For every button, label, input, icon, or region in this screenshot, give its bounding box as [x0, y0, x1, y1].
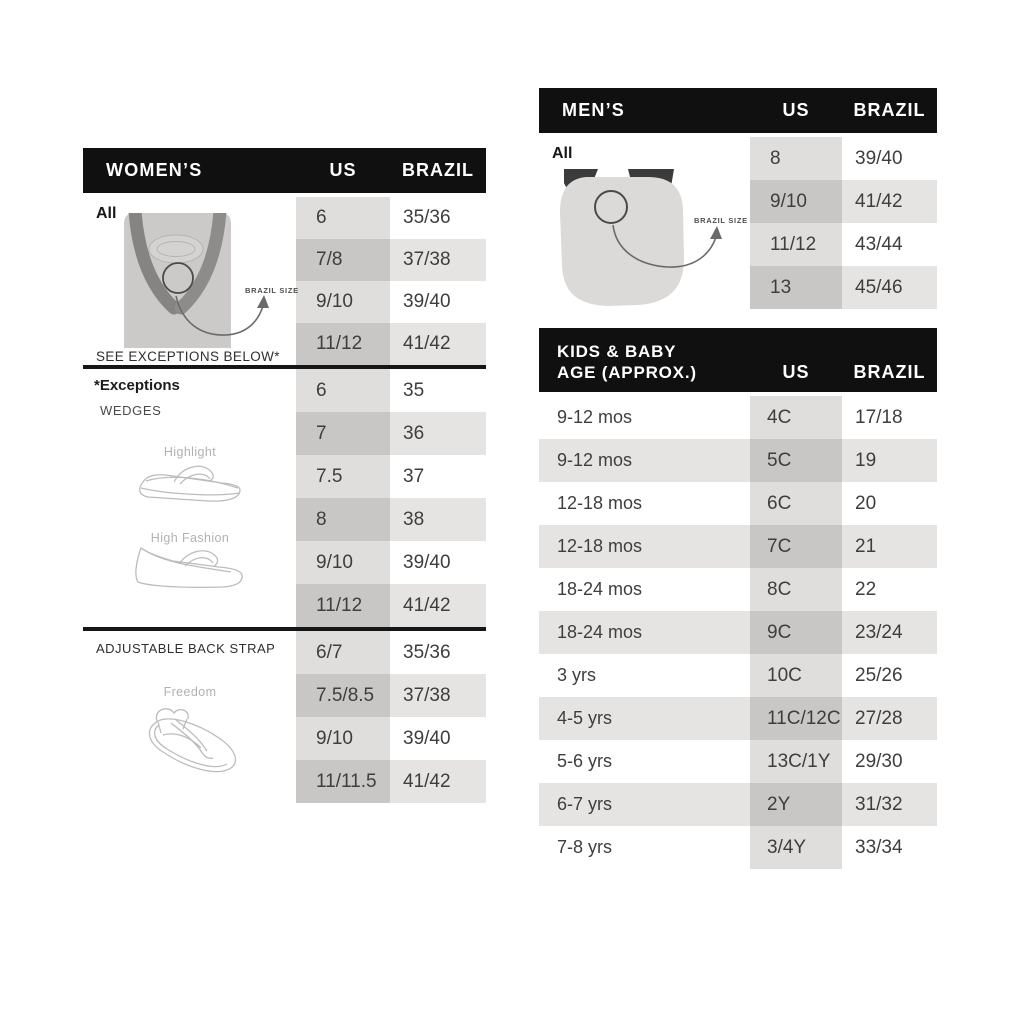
womens-exceptions-section [83, 369, 486, 627]
mens-all-side [539, 137, 750, 309]
table-row [296, 541, 486, 584]
table-row [750, 137, 937, 180]
mens-table-header [539, 88, 937, 133]
us-size-cell: 5C [750, 439, 842, 482]
kids-brazil-column-header: BRAZIL [853, 362, 926, 382]
mens-all-section [539, 137, 937, 309]
kids-title-line2: AGE (APPROX.) [557, 363, 697, 382]
us-size-cell: 9/10 [296, 717, 390, 760]
table-row [296, 455, 486, 498]
womens-brazil-size-caption: BRAZIL SIZE [245, 286, 299, 295]
table-row [296, 323, 486, 365]
womens-exceptions-side [83, 369, 296, 627]
age-cell: 5-6 yrs [557, 751, 613, 771]
backstrap-label: ADJUSTABLE BACK STRAP [96, 641, 276, 656]
style-name-high-fashion: High Fashion [150, 531, 230, 545]
age-cell: 9-12 mos [557, 407, 633, 427]
womens-exceptions-rows [296, 369, 486, 627]
brazil-size-cell: 25/26 [855, 664, 903, 686]
arrow-head [710, 226, 722, 239]
brazil-size-cell: 35/36 [403, 641, 451, 663]
us-size-cell: 13 [750, 266, 842, 309]
table-row [296, 498, 486, 541]
wedge-highlight-drawing [136, 461, 244, 503]
brazil-size-cell: 41/42 [390, 760, 486, 803]
table-row [296, 674, 486, 717]
mens-title: MEN’S [562, 100, 626, 120]
us-size-cell: 10C [750, 654, 842, 697]
mens-brazil-size-caption: BRAZIL SIZE [694, 216, 748, 225]
brazil-size-cell: 35 [403, 379, 425, 401]
arrow-head [257, 295, 269, 308]
table-row [296, 412, 486, 455]
table-row [750, 223, 937, 266]
womens-us-column-header: US [329, 160, 357, 180]
us-size-cell: 11/12 [750, 223, 842, 266]
table-row [296, 631, 486, 674]
age-cell: 3 yrs [557, 665, 597, 685]
us-size-cell: 9/10 [750, 180, 842, 223]
brazil-size-cell: 37/38 [390, 674, 486, 717]
table-row [539, 439, 937, 482]
us-size-cell: 9/10 [296, 541, 390, 584]
arrow-curve [176, 296, 263, 335]
table-row [539, 740, 937, 783]
brazil-size-cell: 27/28 [855, 707, 903, 729]
kids-title-line1: KIDS & BABY [557, 342, 677, 361]
style-name-freedom: Freedom [163, 685, 217, 699]
brazil-size-cell: 39/40 [855, 147, 903, 169]
table-row [539, 396, 937, 439]
brazil-size-cell: 22 [855, 578, 877, 600]
us-size-cell: 7 [296, 412, 390, 455]
us-size-cell: 7.5/8.5 [296, 674, 390, 717]
brazil-size-cell: 39/40 [403, 551, 451, 573]
womens-backstrap-section [83, 631, 486, 803]
us-size-cell: 11/12 [296, 584, 390, 627]
us-size-cell: 8 [750, 137, 842, 180]
us-size-cell: 7.5 [296, 455, 390, 498]
us-size-cell: 6/7 [296, 631, 390, 674]
us-size-cell: 11/11.5 [296, 760, 390, 803]
brazil-size-cell: 41/42 [390, 584, 486, 627]
mens-size-table [539, 88, 937, 309]
exceptions-label: *Exceptions [94, 377, 180, 394]
brazil-size-cell: 33/34 [855, 836, 903, 858]
brazil-size-cell: 41/42 [842, 180, 937, 223]
age-cell: 18-24 mos [557, 579, 643, 599]
brazil-size-cell: 45/46 [842, 266, 937, 309]
brazil-size-cell: 36 [390, 412, 486, 455]
age-cell: 12-18 mos [557, 493, 643, 513]
table-row [539, 482, 937, 525]
table-row [296, 197, 486, 239]
table-row [750, 180, 937, 223]
freedom-sandal-drawing [143, 707, 242, 777]
table-row [539, 525, 937, 568]
womens-title: WOMEN’S [106, 160, 203, 180]
us-size-cell: 11/12 [296, 323, 390, 365]
table-row [539, 654, 937, 697]
table-row [296, 239, 486, 281]
table-row [296, 717, 486, 760]
womens-table-header [83, 148, 486, 193]
table-row [539, 783, 937, 826]
table-row [296, 369, 486, 412]
arrow-curve [613, 225, 716, 267]
table-row [296, 281, 486, 323]
style-name-highlight: Highlight [163, 445, 217, 459]
us-size-cell: 4C [750, 396, 842, 439]
brazil-size-cell: 31/32 [855, 793, 903, 815]
table-row [539, 826, 937, 869]
brazil-size-cell: 41/42 [390, 323, 486, 365]
mens-us-column-header: US [782, 100, 810, 120]
womens-all-section [83, 197, 486, 365]
kids-us-column-header: US [782, 362, 810, 382]
brazil-size-cell: 23/24 [855, 621, 903, 643]
brazil-size-cell: 38 [390, 498, 486, 541]
us-size-cell: 9/10 [296, 281, 390, 323]
brazil-size-cell: 20 [855, 492, 877, 514]
us-size-cell: 8C [750, 568, 842, 611]
kids-size-table [539, 328, 937, 869]
brazil-size-cell: 37 [403, 465, 425, 487]
brazil-size-cell: 39/40 [403, 727, 451, 749]
table-row [296, 760, 486, 803]
brazil-size-cell: 37/38 [390, 239, 486, 281]
age-cell: 18-24 mos [557, 622, 643, 642]
us-size-cell: 6C [750, 482, 842, 525]
kids-title [539, 341, 750, 383]
table-row [750, 266, 937, 309]
us-size-cell: 6 [296, 369, 390, 412]
age-cell: 12-18 mos [557, 536, 643, 556]
brazil-size-cell: 21 [855, 535, 877, 557]
womens-size-table [83, 148, 486, 803]
table-row [539, 568, 937, 611]
kids-rows [539, 396, 937, 869]
age-cell: 6-7 yrs [557, 794, 613, 814]
brazil-size-cell: 17/18 [855, 406, 903, 428]
us-size-cell: 11C/12C [750, 697, 842, 740]
womens-brazil-column-header: BRAZIL [402, 160, 474, 180]
us-size-cell: 8 [296, 498, 390, 541]
mens-brazil-size-arrow [610, 223, 725, 273]
table-row [296, 584, 486, 627]
womens-all-side [83, 197, 299, 365]
mens-brazil-column-header: BRAZIL [853, 100, 926, 120]
table-row [539, 697, 937, 740]
womens-backstrap-rows [296, 631, 486, 803]
table-row [539, 611, 937, 654]
us-size-cell: 3/4Y [750, 826, 842, 869]
us-size-cell: 2Y [750, 783, 842, 826]
us-size-cell: 6 [296, 197, 390, 239]
womens-all-label: All [96, 205, 117, 222]
womens-brazil-size-arrow [168, 292, 273, 342]
age-cell: 4-5 yrs [557, 708, 613, 728]
kids-table-header [539, 328, 937, 392]
age-cell: 7-8 yrs [557, 837, 613, 857]
brazil-size-cell: 19 [855, 449, 877, 471]
us-size-cell: 13C/1Y [750, 740, 842, 783]
mens-all-label: All [552, 145, 573, 162]
brazil-size-cell: 43/44 [855, 233, 903, 255]
brazil-size-cell: 29/30 [855, 750, 903, 772]
womens-backstrap-side [83, 631, 296, 803]
mens-rows [750, 137, 937, 309]
womens-all-rows [296, 197, 486, 365]
wedge-high-fashion-drawing [131, 546, 246, 588]
us-size-cell: 9C [750, 611, 842, 654]
us-size-cell: 7C [750, 525, 842, 568]
brazil-size-cell: 39/40 [403, 291, 451, 312]
wedges-label: WEDGES [100, 403, 162, 418]
age-cell: 9-12 mos [557, 450, 633, 470]
brazil-size-cell: 35/36 [403, 207, 451, 228]
womens-exceptions-note: SEE EXCEPTIONS BELOW* [96, 349, 280, 364]
us-size-cell: 7/8 [296, 239, 390, 281]
